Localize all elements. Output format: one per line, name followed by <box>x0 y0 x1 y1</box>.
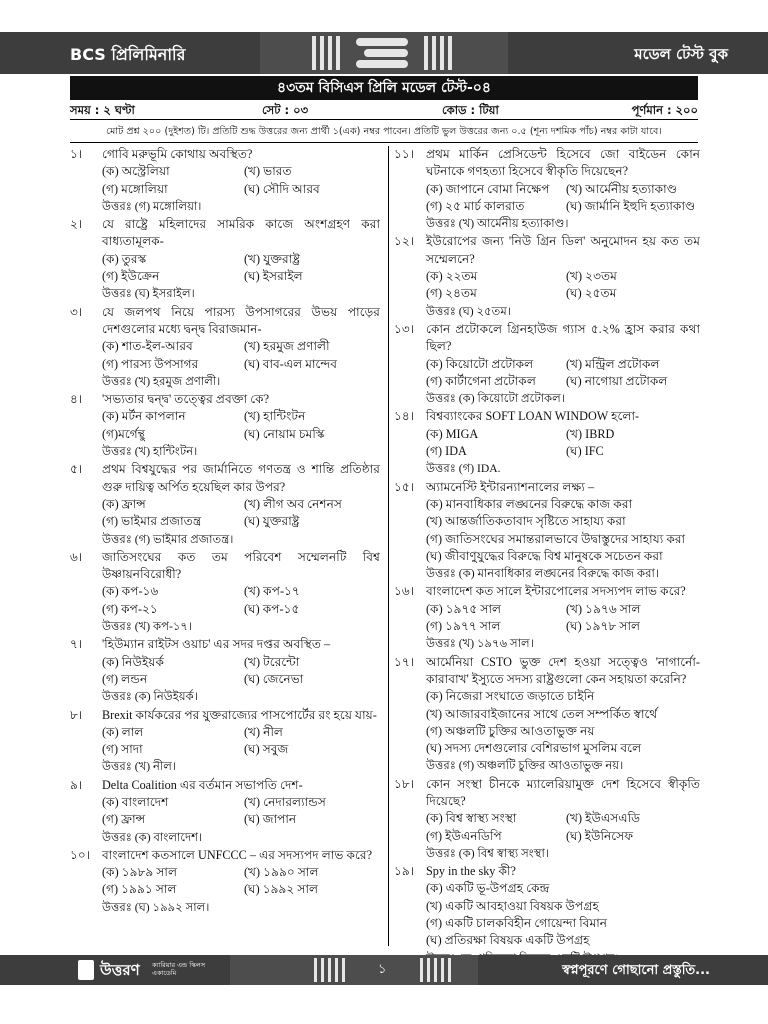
question-option: (ক) কপ-১৬ <box>102 584 159 599</box>
question-options <box>426 688 700 757</box>
question-option: (ঘ) জাপান <box>244 812 297 827</box>
question-option: (ঘ) যুক্তরাষ্ট্র <box>244 514 300 529</box>
question-item <box>394 146 700 232</box>
questions-left-column <box>70 146 380 917</box>
question-text: Brexit কার্যকরের পর যুক্তরাজ্যের পাসপোর্টের রং হয়ে যায়- <box>102 707 377 722</box>
question-item <box>394 479 700 583</box>
question-answer: উত্তরঃ (ক) মানবাধিকার লঙ্ঘনের বিরুদ্ধে কাজ করা। <box>426 567 660 581</box>
question-text: অ্যামনেস্টি ইন্টারন্যাশনালের লক্ষ্য – <box>426 479 595 494</box>
question-option: (খ) ২৩তম <box>566 269 617 284</box>
question-option: (খ) লীগ অব নেশনস <box>244 496 342 511</box>
question-item <box>70 636 380 705</box>
header-decoration <box>300 32 470 74</box>
question-number: ১৬। <box>394 584 415 599</box>
question-option: (ক) ১৯৭৫ সাল <box>426 601 502 616</box>
question-option: (খ) নেদারল্যান্ডস <box>244 794 326 809</box>
question-option: (ক) ফ্রান্স <box>102 496 146 511</box>
question-text: যে রাষ্ট্রে মহিলাদের সামরিক কাজে অংশগ্রহণ করা বাধ্যতামূলক- <box>102 217 380 249</box>
question-item <box>394 408 700 477</box>
question-options <box>102 163 380 198</box>
question-options <box>102 496 380 531</box>
question-answer: উত্তরঃ (ঘ) ইসরাইল। <box>102 287 195 301</box>
question-item <box>394 654 700 775</box>
exam-full-marks: পূর্ণমান : ২০০ <box>631 103 698 117</box>
question-option: (ঘ) IFC <box>566 444 604 459</box>
question-option: (খ) আজারবাইজানের সাথে তেল সম্পর্কিত স্বার্থে <box>426 706 658 721</box>
question-options <box>426 880 700 949</box>
exam-set: সেট : ০৩ <box>262 103 309 117</box>
question-answer: উত্তরঃ (খ) ১৯৭৬ সাল। <box>426 637 534 651</box>
question-text: গোবি মরুভূমি কোথায় অবস্থিত? <box>102 147 253 161</box>
question-option: (ঘ) জেনেভা <box>244 671 304 686</box>
question-text: 'সভ্যতার দ্বন্দ্ব' তত্ত্বের প্রবক্তা কে? <box>102 392 270 407</box>
question-option: (গ) সাদা <box>102 742 143 757</box>
question-answer: উত্তরঃ (ক) কিয়োটো প্রটোকল। <box>426 392 565 406</box>
footer-logo-subtitle: ক্যারিয়ার এন্ড স্কিলস একাডেমি <box>152 961 205 977</box>
question-number: ১২। <box>394 234 415 249</box>
question-number: ১৯। <box>394 864 415 879</box>
question-option: (ক) কিয়োটো প্রটোকল <box>426 356 534 371</box>
exam-instructions: মোট প্রশ্ন ২০০ (দুইশত) টি। প্রতিটি শুদ্ধ উত্তরের জন্য প্রার্থী ১(এক) নম্বর পাবেন। প্রতিটি ভুল উত্তরের জন্য ০.৫ (শূন্য দশমিক পাঁচ) নম্বর কাটা যাবে। <box>70 121 698 143</box>
question-option: (গ) IDA <box>426 444 467 459</box>
question-item <box>394 321 700 407</box>
question-answer: উত্তরঃ (গ) ভাইমার প্রজাতন্ত্র। <box>102 532 234 546</box>
question-option: (ক) MIGA <box>426 426 479 441</box>
logo-icon <box>78 960 94 980</box>
question-number: ১০। <box>70 847 91 862</box>
question-number: ৬। <box>70 549 83 564</box>
question-option: (খ) ১৯৭৬ সাল <box>566 601 641 616</box>
question-option: (গ) কার্টাগেনা প্রটোকল <box>426 373 536 388</box>
question-option: (গ) ১৯৯১ সাল <box>102 882 177 897</box>
question-option: (ক) জাপানে বোমা নিক্ষেপ <box>426 181 550 196</box>
question-number: ৮। <box>70 707 83 722</box>
question-text: জাতিসংঘের কত তম পরিবেশ সম্মেলনটি বিশ্ব উষ্ণায়নবিরোধী? <box>102 549 380 582</box>
question-number: ১৮। <box>394 776 415 791</box>
question-item <box>70 304 380 390</box>
question-text: বাংলাদেশ কত সালে ইন্টারপোলের সদস্যপদ লাভ করে? <box>426 584 686 599</box>
question-options <box>102 794 380 829</box>
exam-code: কোড : টিয়া <box>442 103 499 117</box>
question-text: Delta Coalition এর বর্তমান সভাপতি দেশ- <box>102 777 303 792</box>
question-text: বাংলাদেশ কতসালে UNFCCC – এর সদস্যপদ লাভ করে? <box>102 847 373 862</box>
question-answer: উত্তরঃ (গ) অঞ্চলটি চুক্তির আওতাভুক্ত নয়। <box>426 759 624 773</box>
question-item <box>70 461 380 547</box>
question-options <box>102 583 380 618</box>
question-item <box>70 146 380 215</box>
question-option: (ঘ) সবুজ <box>244 742 289 757</box>
question-number: ৪। <box>70 392 83 407</box>
footer-decoration-right <box>412 955 462 985</box>
header-right-title: মডেল টেস্ট বুক <box>634 45 728 63</box>
question-answer: উত্তরঃ (খ) কপ-১৭। <box>102 620 193 634</box>
question-option: (ঘ) জার্মানি ইহুদি হত্যাকাণ্ড <box>566 198 696 213</box>
question-option: (গ) মঙ্গোলিয়া <box>102 181 168 196</box>
question-option: (ক) অস্ট্রেলিয়া <box>102 164 170 179</box>
question-options <box>426 496 700 565</box>
question-answer: উত্তরঃ (ক) বিশ্ব স্বাস্থ্য সংস্থা। <box>426 846 549 860</box>
question-option: (খ) ১৯৯০ সাল <box>244 865 319 880</box>
question-options <box>426 268 700 303</box>
question-option: (গ) ভাইমার প্রজাতন্ত্র <box>102 514 202 529</box>
question-option: (ঘ) নাগোয়া প্রটোকল <box>566 373 668 388</box>
question-item <box>394 863 700 967</box>
question-text: ইউরোপের জন্য 'নিউ গ্রিন ডিল' অনুমোদন হয় কত তম সম্মেলনে? <box>426 234 700 266</box>
question-option: (ক) শাত-ইল-আরব <box>102 339 193 354</box>
page-number: ১ <box>378 962 387 977</box>
question-item <box>394 776 700 862</box>
question-number: ৭। <box>70 637 83 652</box>
question-number: ১। <box>70 147 83 161</box>
question-text: Spy in the sky কী? <box>426 864 516 879</box>
question-option: (ঘ) কপ-১৫ <box>244 601 300 616</box>
question-text: প্রথম মার্কিন প্রেসিডেন্ট হিসেবে জো বাইডেন কোন ঘটনাকে গণহত্যা হিসেবে স্বীকৃতি দিয়েছেন? <box>426 147 700 179</box>
question-item <box>70 391 380 460</box>
question-number: ১৭। <box>394 654 415 669</box>
question-number: ১৩। <box>394 321 415 336</box>
question-option: (ক) মর্টন কাপলান <box>102 409 186 424</box>
question-option: (ক) নিজেরা সংঘাতে জড়াতে চাইনি <box>426 689 595 704</box>
question-options <box>102 408 380 443</box>
question-item <box>70 549 380 635</box>
question-answer: উত্তরঃ (ঘ) ২৫তম। <box>426 304 511 318</box>
question-item <box>394 233 700 319</box>
question-option: (ঘ) সৌদি আরব <box>244 181 320 196</box>
question-option: (ঘ) ইউনিসেফ <box>566 828 634 843</box>
footer-band <box>0 955 768 985</box>
question-options <box>102 338 380 373</box>
question-options <box>102 251 380 286</box>
question-text: কোন সংস্থা চীনকে ম্যালেরিয়ামুক্ত দেশ হিসেবে স্বীকৃতি দিয়েছে? <box>426 776 700 808</box>
footer-decoration-left <box>310 955 360 985</box>
question-option: (ঘ) ২৫তম <box>566 286 617 301</box>
question-option: (গ) ২৫ মার্চ কালরাত <box>426 198 525 213</box>
question-number: ৩। <box>70 304 83 319</box>
question-item <box>394 583 700 652</box>
question-option: (খ) হরমুজ প্রণালী <box>244 339 330 354</box>
question-option: (ঘ) নোয়াম চমস্কি <box>244 426 325 441</box>
exam-time: সময় : ২ ঘণ্টা <box>70 103 135 117</box>
question-option: (ঘ) প্রতিরক্ষা বিষয়ক একটি উপগ্রহ <box>426 933 590 948</box>
header-left-title: BCS প্রিলিমিনারি <box>70 45 186 64</box>
question-option: (ঘ) বাব-এল মান্দেব <box>244 356 338 371</box>
question-options <box>426 810 700 845</box>
question-number: ১৫। <box>394 479 415 494</box>
question-option: (ক) তুরস্ক <box>102 251 147 266</box>
question-option: (ক) ১৯৮৯ সাল <box>102 865 178 880</box>
question-text: বিশ্বব্যাংকের SOFT LOAN WINDOW হলো- <box>426 409 640 424</box>
question-number: ২। <box>70 217 83 232</box>
question-option: (খ) যুক্তরাষ্ট্র <box>244 251 301 266</box>
question-text: 'হিউম্যান রাইটস ওয়াচ' এর সদর দপ্তর অবস্থিত – <box>102 637 331 652</box>
question-option: (ক) মানবাধিকার লঙ্ঘনের বিরুদ্ধে কাজ করা <box>426 496 633 511</box>
question-item <box>70 216 380 302</box>
question-options <box>426 356 700 391</box>
column-divider <box>388 146 389 946</box>
question-number: ৫। <box>70 462 83 477</box>
question-options <box>426 601 700 636</box>
question-option: (গ) পারস্য উপসাগর <box>102 356 199 371</box>
question-option: (খ) ইউএসএডি <box>566 811 641 826</box>
question-answer: উত্তরঃ (গ) মঙ্গোলিয়া। <box>102 199 202 213</box>
question-option: (গ) ২৪তম <box>426 286 477 301</box>
question-option: (ক) ২২তম <box>426 269 478 284</box>
question-number: ১৪। <box>394 409 415 424</box>
question-option: (খ) আর্মেনীয় হত্যাকাণ্ড <box>566 181 678 196</box>
question-option: (খ) নীল <box>244 724 284 739</box>
question-number: ১১। <box>394 147 415 161</box>
question-text: কোন প্রটোকলে গ্রিনহাউজ গ্যাস ৫.২% হ্রাস করার কথা ছিল? <box>426 321 700 354</box>
question-options <box>102 654 380 689</box>
questions-right-column <box>394 146 700 968</box>
question-item <box>70 707 380 776</box>
question-text: প্রথম বিশ্বযুদ্ধের পর জার্মানিতে গণতন্ত্র ও শান্তি প্রতিষ্ঠার গুরু দায়িত্ব অর্পিত হয়েছিল কার উপর? <box>102 462 380 494</box>
question-option: (ঘ) ১৯৭৮ সাল <box>566 619 641 634</box>
question-answer: উত্তরঃ (ক) বাংলাদেশ। <box>102 830 203 844</box>
question-option: (ক) বাংলাদেশ <box>102 794 169 809</box>
question-item <box>70 847 380 916</box>
question-option: (গ) কপ-২১ <box>102 601 158 616</box>
question-option: (ঘ) ইসরাইল <box>244 269 303 284</box>
question-answer: উত্তরঃ (খ) হান্টিংটন। <box>102 445 198 459</box>
question-option: (ক) বিশ্ব স্বাস্থ্য সংস্থা <box>426 811 517 826</box>
exam-meta <box>70 100 698 120</box>
question-text: যে জলপথ নিয়ে পারস্য উপসাগরের উভয় পাড়ের দেশগুলোর মধ্যে দ্বন্দ্ব বিরাজমান- <box>102 304 380 336</box>
question-answer: উত্তরঃ (গ) IDA. <box>426 462 501 476</box>
question-option: (ক) নিউইয়র্ক <box>102 654 164 669</box>
question-option: (গ) ইউএনডিপি <box>426 828 502 843</box>
header-band <box>0 32 768 74</box>
question-options <box>102 864 380 899</box>
question-option: (খ) কপ-১৭ <box>244 584 300 599</box>
question-option: (গ) ফ্রান্স <box>102 812 146 827</box>
question-answer: উত্তরঃ (খ) নীল। <box>102 760 177 774</box>
question-option: (খ) মন্ট্রিল প্রটোকল <box>566 356 660 371</box>
question-option: (গ) ১৯৭৭ সাল <box>426 619 501 634</box>
question-answer: উত্তরঃ (ক) নিউইয়র্ক। <box>102 690 198 704</box>
question-option: (ঘ) ১৯৯২ সাল <box>244 882 319 897</box>
question-text: আর্মেনিয়া CSTO ভুক্ত দেশ হওয়া সত্ত্বেও 'নাগার্নো-কারাবাখ' ইস্যুতে সদস্য রাষ্ট্রগুলো কেন সহায়তা করেনি? <box>426 654 700 686</box>
question-answer: উত্তরঃ (খ) আর্মেনীয় হত্যাকাণ্ড। <box>426 217 569 231</box>
question-option: (গ) জাতিসংঘের সমান্তরালভাবে উদ্বাস্তুদের সাহায্য করা <box>426 531 686 546</box>
question-options <box>102 724 380 759</box>
question-answer: উত্তরঃ (খ) হরমুজ প্রণালী। <box>102 374 221 388</box>
question-options <box>426 426 700 461</box>
question-option: (খ) একটি আবহাওয়া বিষয়ক উপগ্রহ <box>426 898 599 913</box>
footer-slogan: স্বপ্নপূরণে গোছানো প্রস্তুতি... <box>562 963 710 978</box>
question-options <box>426 181 700 216</box>
question-option: (খ) আন্তর্জাতিকতাবাদ সৃষ্টিতে সাহায্য করা <box>426 514 626 529</box>
footer-logo-text: উত্তরণ <box>100 961 140 979</box>
question-answer: উত্তরঃ (ঘ) ১৯৯২ সাল। <box>102 900 210 914</box>
question-option: (গ) লন্ডন <box>102 671 148 686</box>
question-option: (গ) অঞ্চলটি চুক্তির আওতাভুক্ত নয় <box>426 723 595 738</box>
question-option: (গ) একটি চালকবিহীন গোয়েন্দা বিমান <box>426 916 608 931</box>
question-option: (খ) টরেন্টো <box>244 654 300 669</box>
question-option: (খ) IBRD <box>566 426 615 441</box>
question-option: (গ)মর্গেন্থু <box>102 426 145 441</box>
question-option: (ক) একটি ভূ-উপগ্রহ কেন্দ্র <box>426 881 550 896</box>
question-option: (ঘ) সদস্য দেশগুলোর বেশিরভাগ মুসলিম বলে <box>426 741 642 756</box>
question-option: (খ) হান্টিংটন <box>244 409 306 424</box>
question-item <box>70 777 380 846</box>
question-option: (ক) লাল <box>102 724 144 739</box>
question-option: (গ) ইউক্রেন <box>102 269 160 284</box>
question-option: (খ) ভারত <box>244 164 292 179</box>
question-option: (ঘ) জীবাণুযুদ্ধের বিরুদ্ধে বিশ্ব মানুষকে সচেতন করা <box>426 548 663 563</box>
question-number: ৯। <box>70 777 83 792</box>
exam-title: ৪৩তম বিসিএস প্রিলি মডেল টেস্ট-০৪ <box>70 76 698 100</box>
